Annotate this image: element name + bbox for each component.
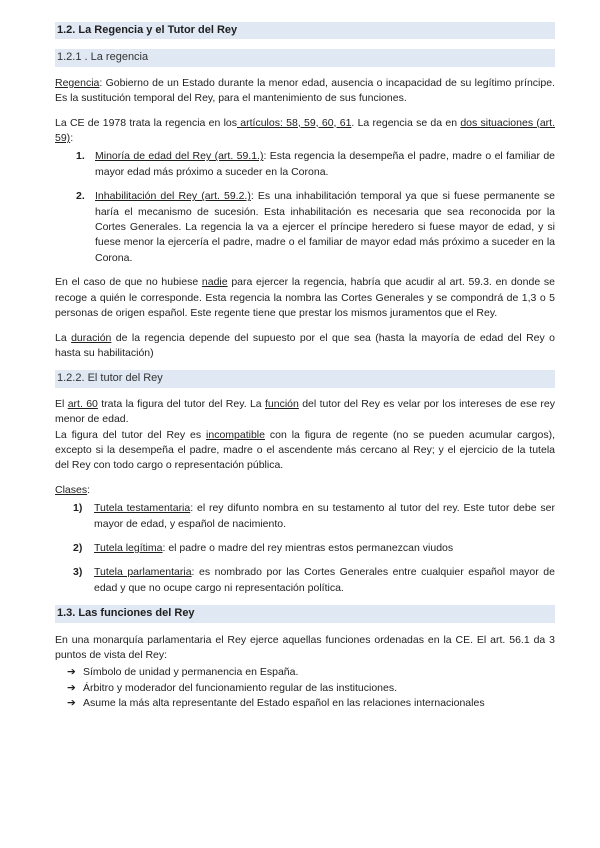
document-page <box>55 22 555 712</box>
funciones-list <box>55 665 555 711</box>
funcion-term: función <box>265 397 299 410</box>
text: El <box>55 397 68 410</box>
text: La <box>55 331 72 344</box>
list-item-term: Tutela testamentaria <box>94 502 191 515</box>
nadie-paragraph <box>55 275 555 321</box>
list-item-text: : el padre o madre del rey mientras estos permanezcan viudos <box>162 541 454 554</box>
list-item-term: Minoría de edad del Rey (art. 59.1.) <box>95 150 264 163</box>
text: En el caso de que no hubiese <box>55 276 202 289</box>
list-number: 1) <box>73 502 83 515</box>
list-item <box>55 149 555 180</box>
arrow-icon: ➔ <box>67 666 76 679</box>
text: para ejercer la regencia, habría que acudir al art. 59.3. en donde se recoge a quién le corresponde. Esta regencia la nombra las Cortes Generales y se compondrá de 1,3 o 5 personas de origen español. Este regente tiene que prestar los mismos juramentos que el Rey. <box>55 276 555 320</box>
regencia-definition <box>55 76 555 107</box>
list-item <box>55 565 555 596</box>
list-number: 2) <box>73 541 83 554</box>
section-1-2-heading <box>55 22 555 39</box>
subsection-1-2-1-heading <box>55 49 555 66</box>
list-item-text: : Esta regencia la desempeña el padre, madre o el familiar de mayor edad más próximo a suceder en la Corona. <box>95 150 555 178</box>
list-item <box>55 665 555 680</box>
list-item-text: Asume la más alta representante del Estado español en las relaciones internacionales <box>83 697 485 710</box>
list-item <box>55 696 555 711</box>
text: del tutor del Rey es velar por los intereses de ese rey menor de edad. <box>55 397 555 426</box>
subsection-1-2-1-title: 1.2.1 . La regencia <box>55 49 555 66</box>
duracion-paragraph <box>55 331 555 362</box>
subsection-1-2-2-heading <box>55 370 555 387</box>
arrow-icon: ➔ <box>67 697 76 710</box>
text: La figura del tutor del Rey es <box>55 428 207 441</box>
list-item-text: : es nombrado por las Cortes Generales entre cualquier español mayor de edad y que no ocupe cargo ni representación política. <box>94 566 555 594</box>
nadie-term: nadie <box>201 276 228 289</box>
clases-list <box>55 501 555 596</box>
section-1-3-heading <box>55 605 555 622</box>
incompatible-term: incompatible <box>206 428 265 441</box>
list-item <box>55 681 555 696</box>
section-1-3-title: 1.3. Las funciones del Rey <box>55 605 555 622</box>
funciones-intro: En una monarquía parlamentaria el Rey ejerce aquellas funciones ordenadas en la CE. El art. 56.1 da 3 puntos de vista del Rey: <box>55 633 555 661</box>
list-number: 1. <box>76 150 85 163</box>
ce-text-a: La CE de 1978 trata la regencia en los <box>55 116 237 129</box>
list-item-term: Inhabilitación del Rey (art. 59.2.) <box>95 190 251 203</box>
list-item <box>55 189 555 266</box>
ce-regencia-paragraph <box>55 116 555 147</box>
clases-label: Clases <box>55 483 88 496</box>
ce-text-b: . La regencia se da en <box>351 116 461 129</box>
list-item <box>55 501 555 532</box>
list-item-text: : el rey difunto nombra en su testamento al tutor del rey. Este tutor debe ser mayor de edad, y español de nacimiento. <box>94 502 555 530</box>
list-item <box>55 541 555 556</box>
subsection-1-2-2-title: 1.2.2. El tutor del Rey <box>55 370 555 387</box>
tutor-paragraph <box>55 397 555 428</box>
text: con la figura de regente (no se pueden acumular cargos), excepto si la desempeña el padre, madre o el ascendente más cercano al Rey; y el ejercicio de la tutela del Rey con todo cargo o representación pública. <box>55 428 555 472</box>
list-item-term: Tutela parlamentaria <box>94 566 192 579</box>
section-1-2-title: 1.2. La Regencia y el Tutor del Rey <box>55 22 555 39</box>
list-item-term: Tutela legítima <box>94 541 163 554</box>
list-item-text: Símbolo de unidad y permanencia en España. <box>83 666 299 679</box>
list-item-text: Árbitro y moderador del funcionamiento regular de las instituciones. <box>83 681 398 694</box>
list-number: 2. <box>76 190 85 203</box>
duracion-term: duración <box>71 331 112 344</box>
list-item-text: : Es una inhabilitación temporal ya que si fuese permanente se haría el mecanismo de sucesión. Esta inhabilitación es necesaria que sea reconocida por la Cortes Generales. La regencia la va a ejercer el príncipe heredero si fuese mayor de edad, y si fuese menor la ejercería el padre, madre o el familiar de mayor edad más próximo a suceder en la Corona. <box>95 190 555 264</box>
regencia-situations-list <box>55 149 555 266</box>
dos-situaciones-link: dos situaciones (art. 59) <box>55 116 556 145</box>
clases-label-line <box>55 483 555 498</box>
regencia-definition-text: : Gobierno de un Estado durante la menor edad, ausencia o incapacidad de su legítimo príncipe. Es la sustitución temporal del Rey, para el mantenimiento de sus funciones. <box>55 76 555 105</box>
art-60-term: art. 60 <box>67 397 98 410</box>
list-number: 3) <box>73 566 83 579</box>
arrow-icon: ➔ <box>67 681 76 694</box>
text: de la regencia depende del supuesto por el que sea (hasta la mayoría de edad del Rey o hasta su habilitación) <box>55 331 555 359</box>
text: : <box>87 483 91 496</box>
incompatible-paragraph <box>55 428 555 474</box>
regencia-term: Regencia <box>55 76 100 89</box>
articulos-link: artículos: 58, 59, 60, 61 <box>237 116 352 129</box>
ce-text-c: : <box>70 132 74 145</box>
text: trata la figura del tutor del Rey. La <box>97 397 265 410</box>
